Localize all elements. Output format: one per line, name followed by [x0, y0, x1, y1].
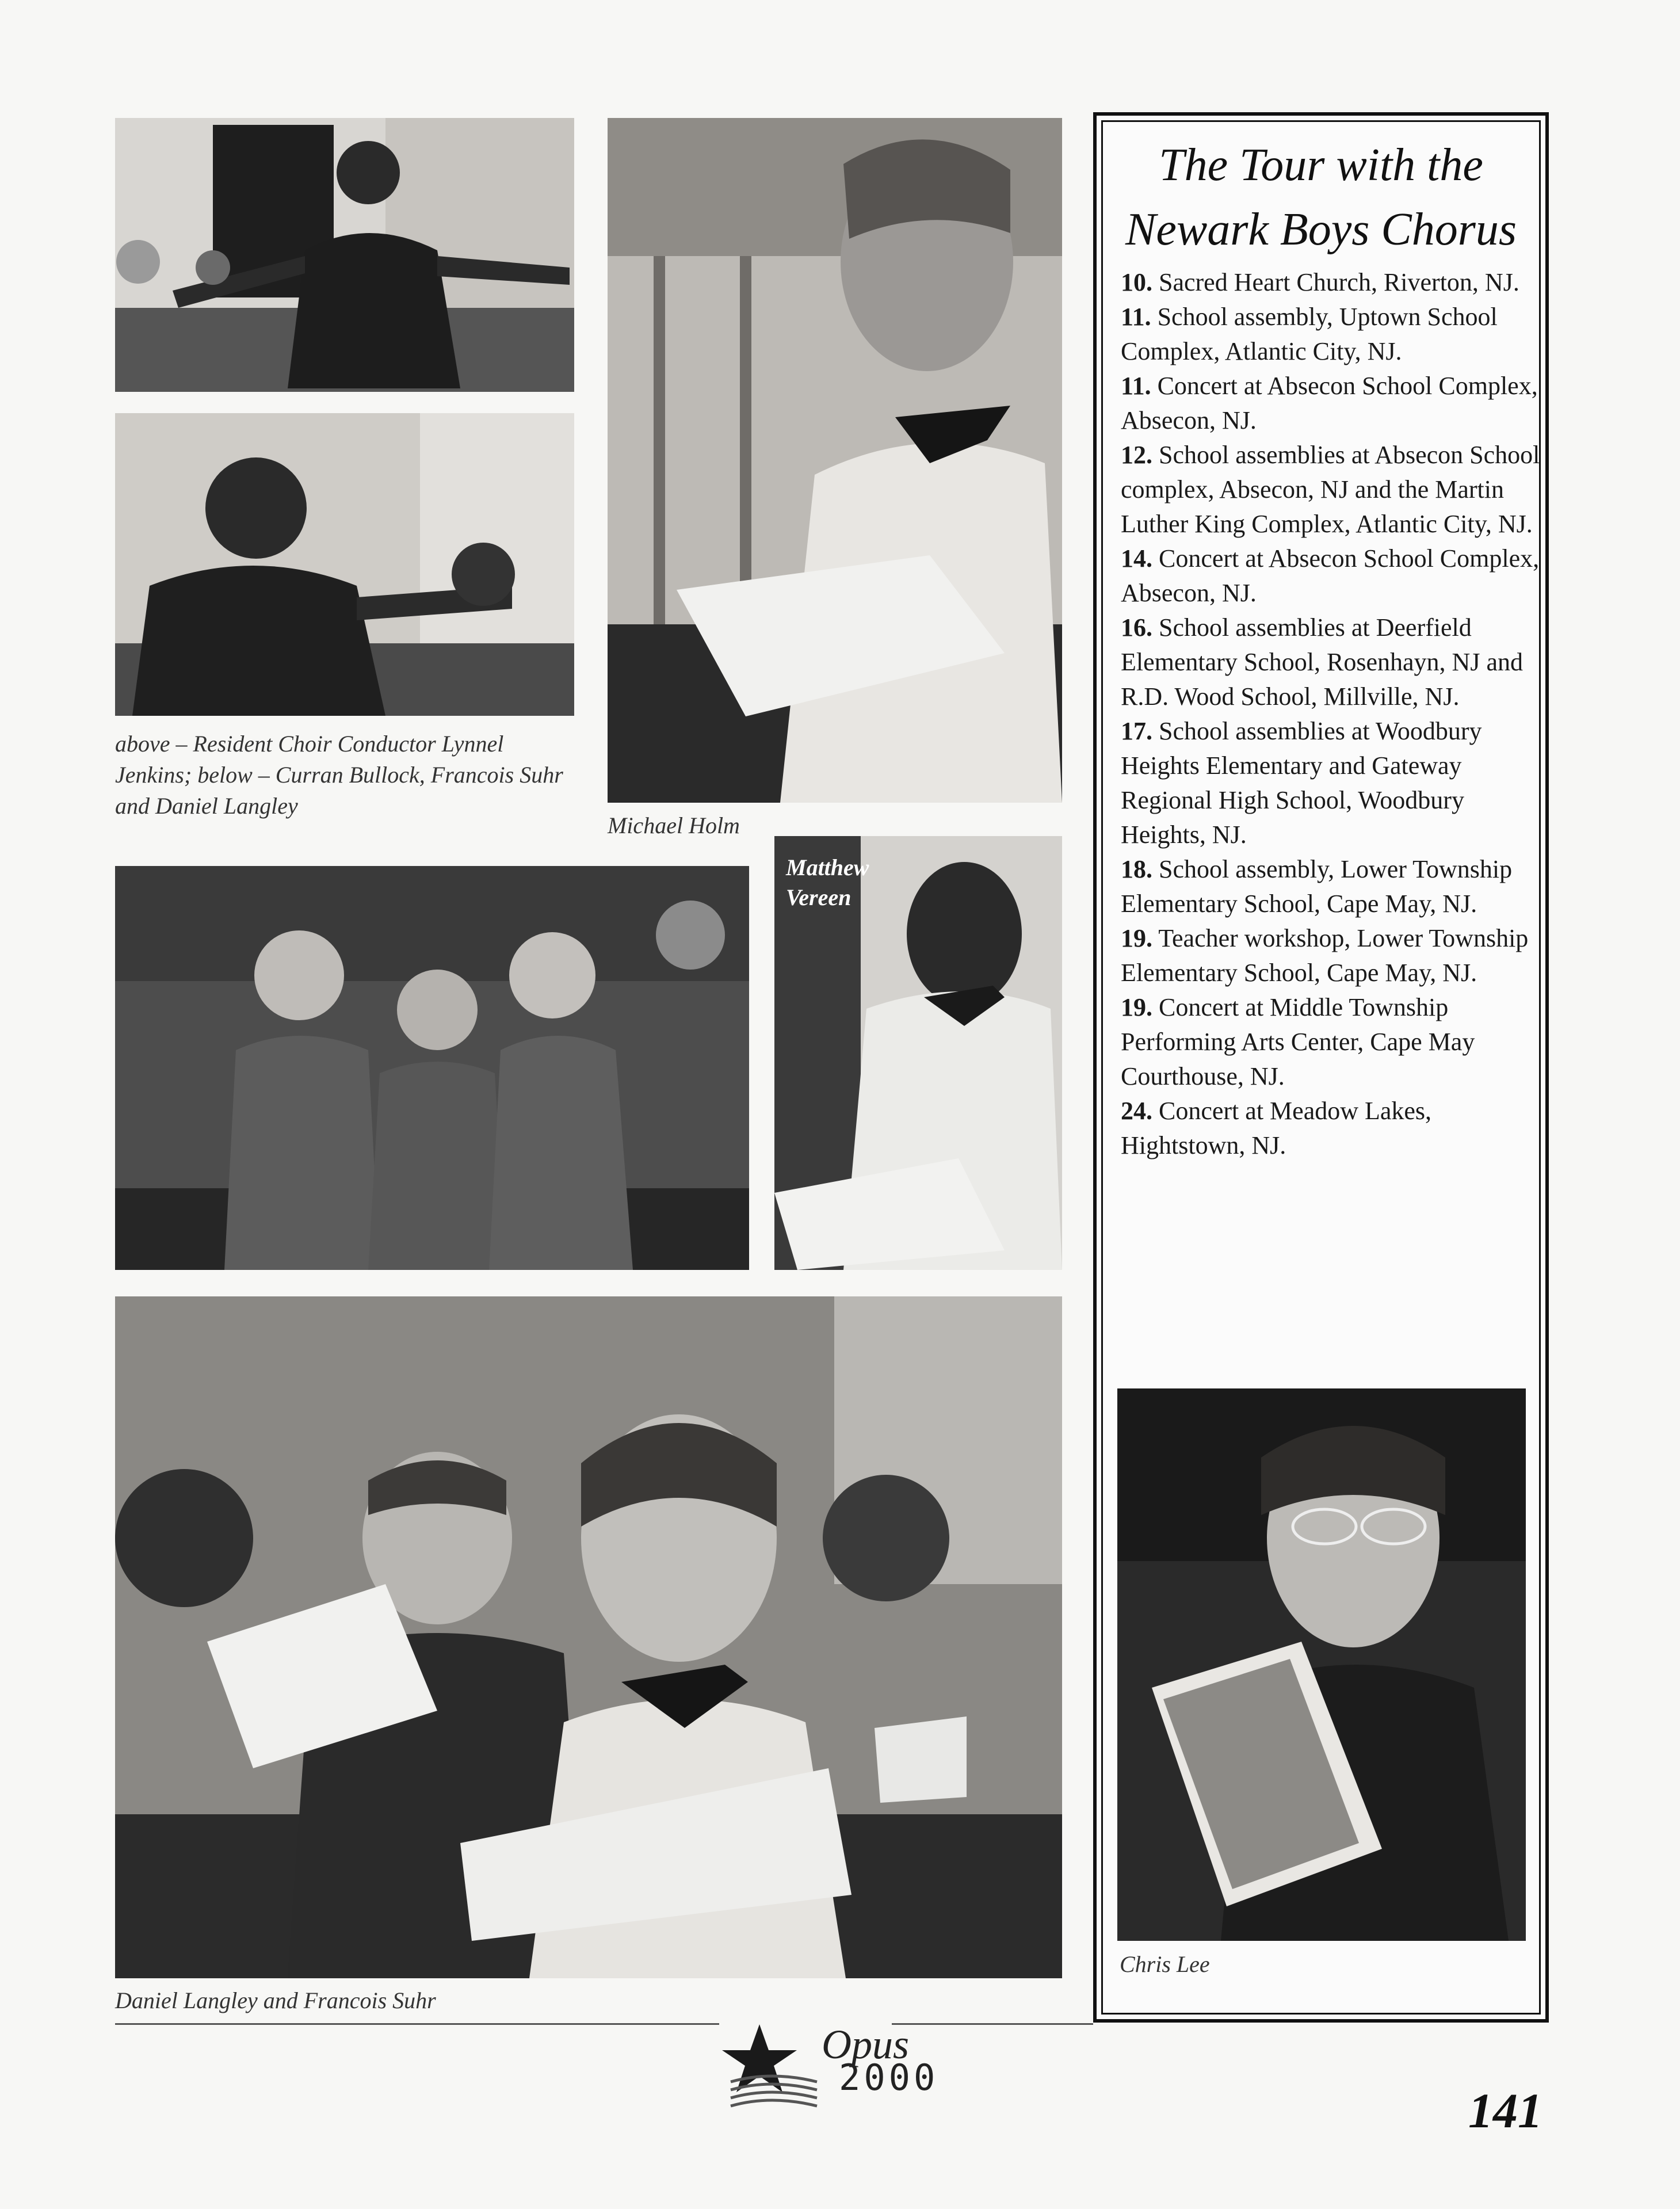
tour-item [1121, 369, 1541, 438]
tour-sidebar [1093, 112, 1549, 2023]
caption-chris-lee: Chris Lee [1120, 1951, 1210, 1977]
tour-item-date: 12. [1121, 441, 1152, 469]
tour-item [1121, 438, 1541, 541]
tour-item-text: Sacred Heart Church, Riverton, NJ. [1152, 268, 1519, 296]
tour-item-date: 11. [1121, 303, 1151, 331]
footer-rule-right [892, 2023, 1093, 2025]
tour-item-date: 17. [1121, 717, 1152, 745]
photo-daniel-langley-francois-suhr [115, 1296, 1062, 1978]
photo-three-boys [115, 866, 749, 1270]
tour-item [1121, 852, 1541, 921]
tour-item [1121, 921, 1541, 990]
caption-matthew-vereen: Matthew Vereen [786, 854, 869, 910]
tour-item-date: 24. [1121, 1097, 1152, 1125]
tour-item-date: 11. [1121, 372, 1151, 400]
tour-item [1121, 541, 1541, 611]
tour-item-text: Concert at Absecon School Complex, Absecon, NJ. [1121, 544, 1540, 607]
tour-item [1121, 300, 1541, 369]
tour-item-date: 19. [1121, 924, 1152, 952]
tour-list [1121, 265, 1541, 1163]
tour-item [1121, 1094, 1541, 1163]
tour-item-text: School assemblies at Woodbury Heights Elementary and Gateway Regional High School, Woodbury Heights, NJ. [1121, 717, 1482, 849]
footer-year: 2000 [839, 2057, 939, 2099]
photo-chris-lee [1117, 1388, 1526, 1941]
tour-item-text: School assembly, Uptown School Complex, Atlantic City, NJ. [1121, 303, 1498, 365]
photo-michael-holm [608, 118, 1062, 803]
caption-daniel-francois: Daniel Langley and Francois Suhr [115, 1987, 436, 2013]
tour-item [1121, 265, 1541, 300]
tour-item-text: School assembly, Lower Township Elementary School, Cape May, NJ. [1121, 855, 1513, 918]
caption-conductor-pair: above – Resident Choir Conductor Lynnel Jenkins; below – Curran Bullock, Francois Suhr and Daniel Langley [115, 731, 563, 819]
tour-item-text: Teacher workshop, Lower Township Elementary School, Cape May, NJ. [1121, 924, 1529, 987]
page-number: 141 [1468, 2083, 1542, 2138]
tour-item-text: Concert at Meadow Lakes, Hightstown, NJ. [1121, 1097, 1432, 1159]
tour-item-date: 19. [1121, 993, 1152, 1021]
tour-item-date: 10. [1121, 268, 1152, 296]
tour-item-date: 16. [1121, 613, 1152, 642]
tour-item-text: Concert at Absecon School Complex, Absecon, NJ. [1121, 372, 1538, 434]
tour-item-text: Concert at Middle Township Performing Arts Center, Cape May Courthouse, NJ. [1121, 993, 1475, 1090]
opus-star-logo-icon [719, 2019, 823, 2111]
photo-conductor-gesturing [115, 413, 574, 716]
tour-item-text: School assemblies at Absecon School complex, Absecon, NJ and the Martin Luther King Complex, Atlantic City, NJ. [1121, 441, 1540, 538]
tour-item [1121, 714, 1541, 852]
footer-rule-left [115, 2023, 719, 2025]
tour-item [1121, 990, 1541, 1094]
photo-conductor-lynnel-jenkins [115, 118, 574, 392]
tour-title: The Tour with the Newark Boys Chorus [1125, 140, 1517, 255]
tour-item [1121, 611, 1541, 714]
tour-item-text: School assemblies at Deerfield Elementary School, Rosenhayn, NJ and R.D. Wood School, Millville, NJ. [1121, 613, 1523, 711]
caption-michael-holm: Michael Holm [608, 812, 740, 838]
tour-item-date: 18. [1121, 855, 1152, 883]
tour-item-date: 14. [1121, 544, 1152, 573]
footer-opus: Opus [822, 2021, 910, 2067]
